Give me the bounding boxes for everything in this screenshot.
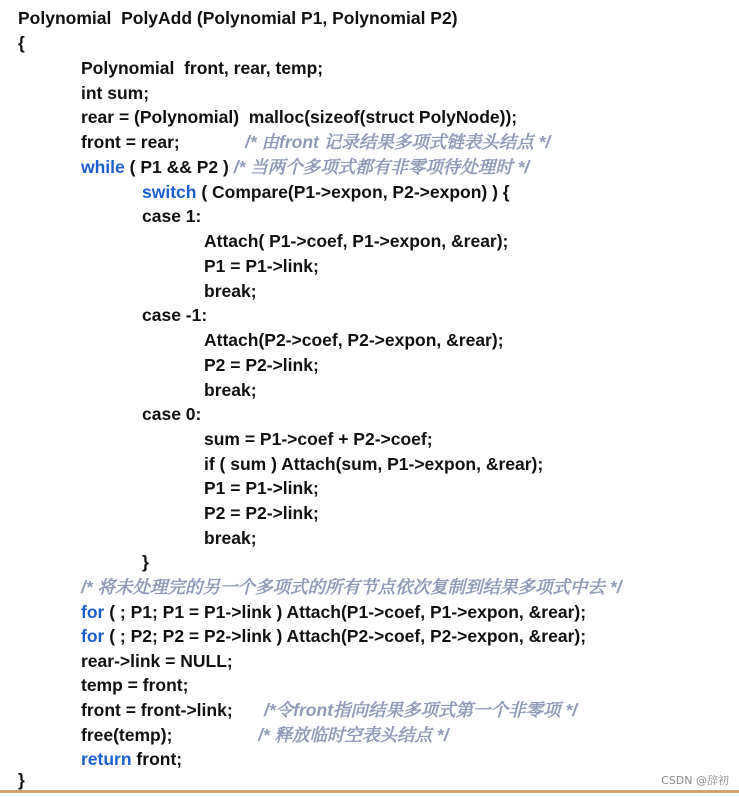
code-line-if-sum: if ( sum ) Attach(sum, P1->expon, &rear);	[204, 454, 544, 474]
code-line-attach-p1: Attach( P1->coef, P1->expon, &rear);	[204, 231, 509, 251]
code-line-open-brace: {	[18, 33, 25, 53]
code-line-close-brace: }	[18, 770, 25, 790]
for-p1-body: ( ; P1; P1 = P1->link ) Attach(P1->coef, P1->expon, &rear);	[104, 602, 587, 622]
code-line-rear-null: rear->link = NULL;	[81, 651, 233, 671]
code-line-advance-p1-b: P1 = P1->link;	[204, 478, 319, 498]
comment-front-first: /*令front指向结果多项式第一个非零项 */	[264, 700, 578, 720]
keyword-return: return	[81, 749, 132, 769]
code-line-break-2: break;	[204, 380, 257, 400]
code-line-case-0: case 0:	[142, 404, 202, 424]
code-line-front-rear: front = rear;	[81, 132, 180, 152]
keyword-while: while	[81, 157, 125, 177]
code-line-free-temp: free(temp);	[81, 725, 173, 745]
code-line-case-1: case 1:	[142, 206, 202, 226]
footer-divider	[0, 790, 739, 793]
for-p2-body: ( ; P2; P2 = P2->link ) Attach(P2->coef, P2->expon, &rear);	[104, 626, 587, 646]
code-line-int-sum: int sum;	[81, 83, 150, 103]
code-line-advance-p2-b: P2 = P2->link;	[204, 503, 319, 523]
code-line-temp-front: temp = front;	[81, 675, 189, 695]
comment-front-header: /* 由front 记录结果多项式链表头结点 */	[245, 132, 551, 152]
return-value: front;	[131, 749, 183, 769]
switch-expression: ( Compare(P1->expon, P2->expon) ) {	[196, 182, 510, 202]
code-line-malloc: rear = (Polynomial) malloc(sizeof(struct PolyNode));	[81, 107, 518, 127]
code-line-while	[81, 155, 529, 179]
code-line-attach-p2: Attach(P2->coef, P2->expon, &rear);	[204, 330, 504, 350]
keyword-switch: switch	[142, 182, 197, 202]
code-line-advance-p1: P1 = P1->link;	[204, 256, 319, 276]
keyword-for-2: for	[81, 626, 105, 646]
comment-while: /* 当两个多项式都有非零项待处理时 */	[233, 157, 530, 177]
comment-free-temp: /* 释放临时空表头结点 */	[258, 725, 449, 745]
code-line-advance-p2: P2 = P2->link;	[204, 355, 319, 375]
code-line-return	[81, 747, 182, 771]
code-line-for-p1	[81, 600, 586, 624]
code-line-sum: sum = P1->coef + P2->coef;	[204, 429, 433, 449]
code-line-case-minus-1: case -1:	[142, 305, 208, 325]
code-line-break-3: break;	[204, 528, 257, 548]
code-line-front-next: front = front->link;	[81, 700, 233, 720]
comment-copy-remaining: /* 将未处理完的另一个多项式的所有节点依次复制到结果多项式中去 */	[81, 577, 622, 597]
code-line-switch	[142, 180, 510, 204]
code-line-close-switch: }	[142, 552, 149, 572]
code-line-declarations: Polynomial front, rear, temp;	[81, 58, 324, 78]
while-condition: ( P1 && P2 )	[124, 157, 234, 177]
code-line-for-p2	[81, 624, 586, 648]
code-line-break-1: break;	[204, 281, 257, 301]
csdn-watermark: CSDN @辞初	[661, 774, 729, 787]
code-line-signature: Polynomial PolyAdd (Polynomial P1, Polynomial P2)	[18, 8, 458, 28]
keyword-for-1: for	[81, 602, 105, 622]
